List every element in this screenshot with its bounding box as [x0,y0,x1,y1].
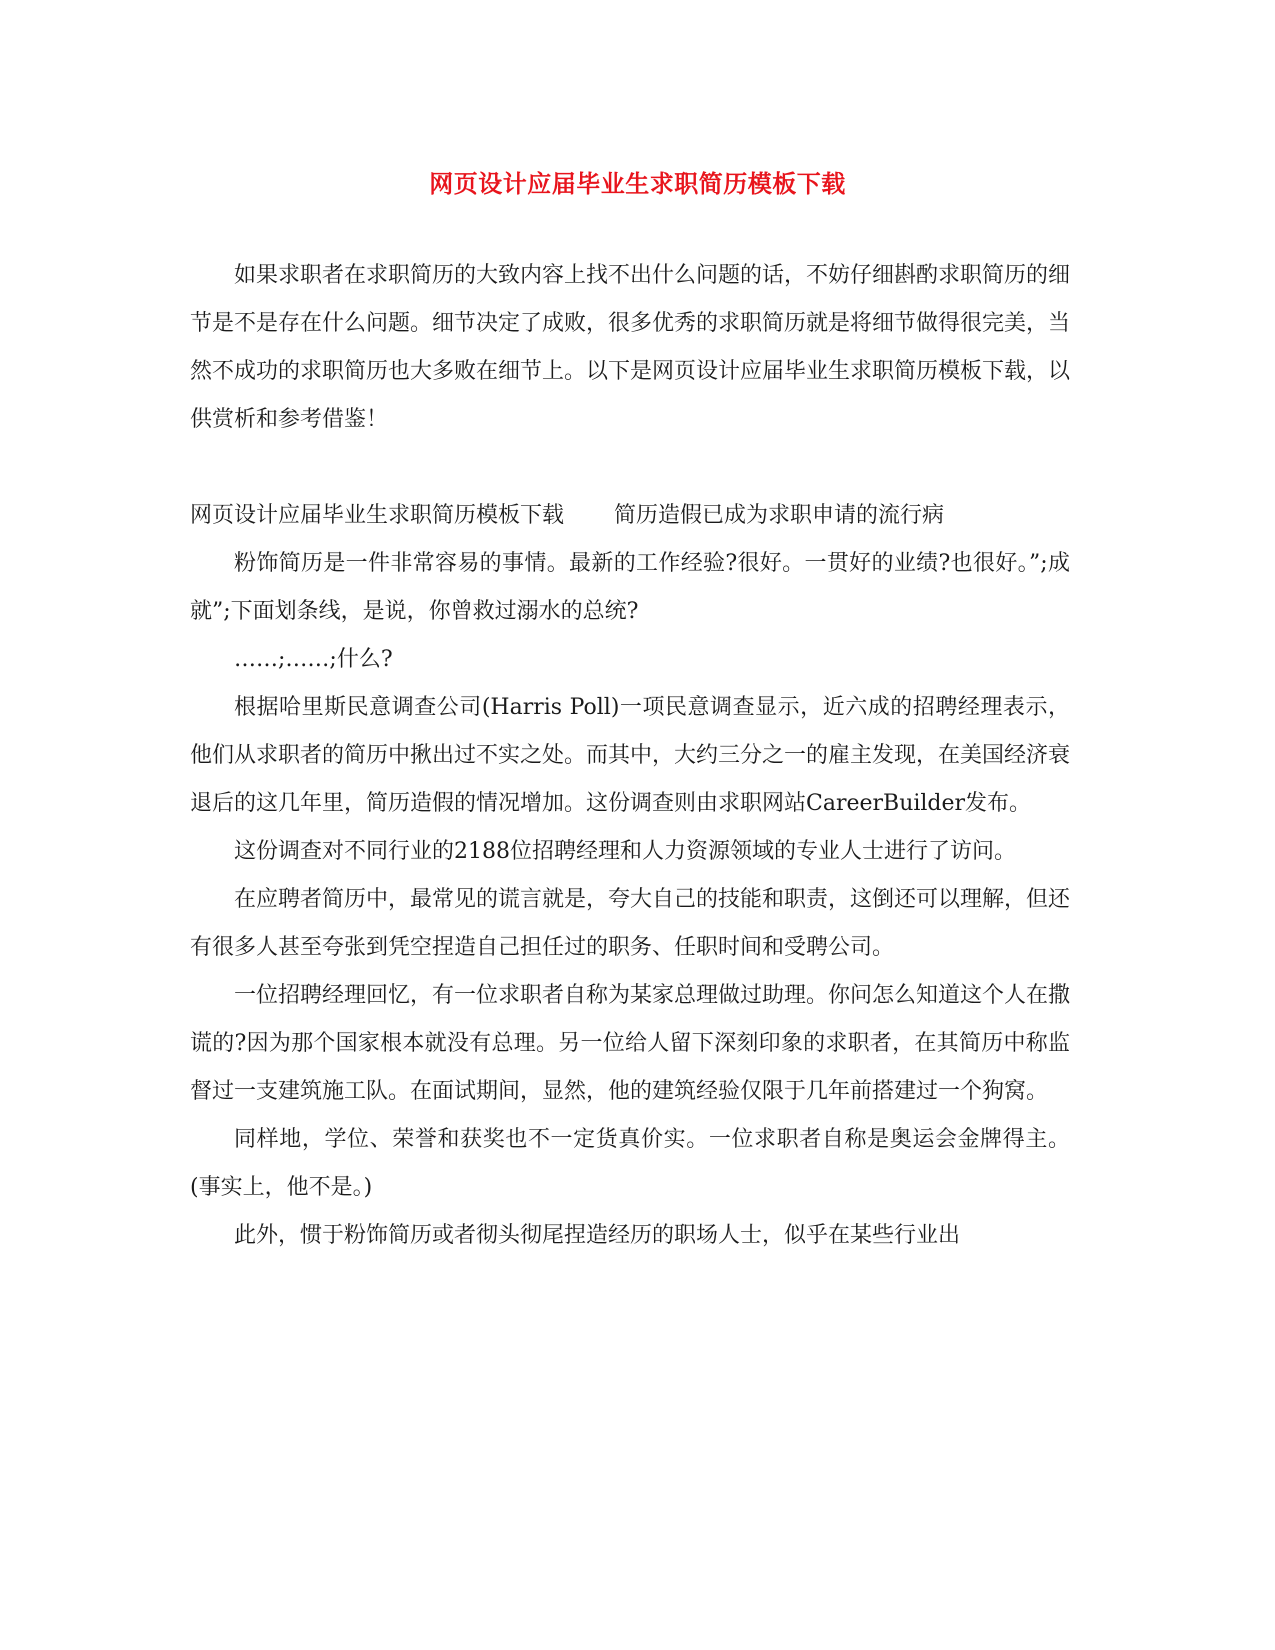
body-paragraph: 根据哈里斯民意调查公司(Harris Poll)一项民意调查显示，近六成的招聘经理表示，他们从求职者的简历中揪出过不实之处。而其中，大约三分之一的雇主发现，在美国经济衰退后的这几年里，简历造假的情况增加。这份调查则由求职网站CareerBuilder发布。 [190,695,1071,816]
body-paragraph: ……;……;什么? [234,647,393,672]
body-paragraph: 粉饰简历是一件非常容易的事情。最新的工作经验?很好。一贯好的业绩?也很好。”;成就”;下面划条线，是说，你曾救过溺水的总统? [190,551,1070,624]
section-heading-line [190,492,1070,540]
body-paragraph: 这份调查对不同行业的2188位招聘经理和人力资源领域的专业人士进行了访问。 [234,839,1016,864]
document-body [190,252,1070,1260]
section-subheading: 简历造假已成为求职申请的流行病 [614,503,945,528]
section-heading: 网页设计应届毕业生求职简历模板下载 [190,503,565,528]
intro-paragraph: 如果求职者在求职简历的大致内容上找不出什么问题的话，不妨仔细斟酌求职简历的细节是不是存在什么问题。细节决定了成败，很多优秀的求职简历就是将细节做得很完美，当然不成功的求职简历也大多败在细节上。以下是网页设计应届毕业生求职简历模板下载，以供赏析和参考借鉴！ [190,263,1071,432]
document-title: 网页设计应届毕业生求职简历模板下载 [429,169,846,198]
body-paragraph: 在应聘者简历中，最常见的谎言就是，夸大自己的技能和职责，这倒还可以理解，但还有很多人甚至夸张到凭空捏造自己担任过的职务、任职时间和受聘公司。 [190,887,1071,960]
body-paragraph: 同样地，学位、荣誉和获奖也不一定货真价实。一位求职者自称是奥运会金牌得主。(事实上，他不是。) [190,1127,1070,1200]
body-paragraph: 此外，惯于粉饰简历或者彻头彻尾捏造经历的职场人士，似乎在某些行业出 [234,1223,961,1248]
body-paragraph: 一位招聘经理回忆，有一位求职者自称为某家总理做过助理。你问怎么知道这个人在撒谎的?因为那个国家根本就没有总理。另一位给人留下深刻印象的求职者，在其简历中称监督过一支建筑施工队。在面试期间，显然，他的建筑经验仅限于几年前搭建过一个狗窝。 [190,983,1071,1104]
